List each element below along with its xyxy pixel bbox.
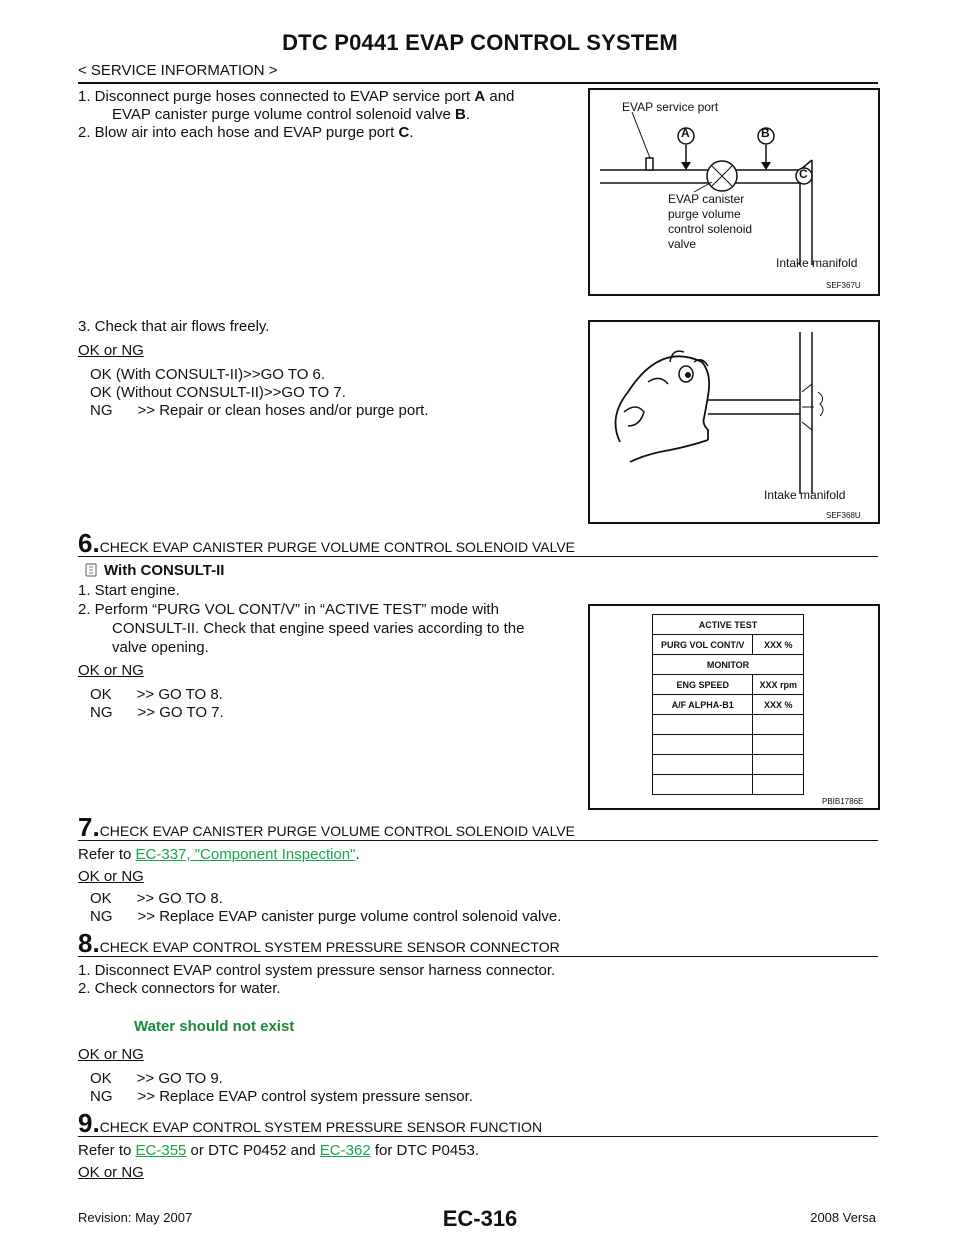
eng-speed-value: XXX rpm [753,675,804,695]
callout-a: A [681,126,690,140]
step-7-heading: 7.CHECK EVAP CANISTER PURGE VOLUME CONTROL SOLENOID VALVE [78,812,576,842]
ok-or-ng-label: OK or NG [78,868,144,885]
step-7-refer: Refer to EC-337, "Component Inspection". [78,846,360,863]
figure-evap-service-port [588,88,880,296]
model-year: 2008 Versa [810,1210,876,1225]
page-title: DTC P0441 EVAP CONTROL SYSTEM [282,30,678,55]
water-note: Water should not exist [134,1018,295,1035]
step-3-text: 3. Check that air flows freely. [78,318,270,335]
with-consult-label: With CONSULT-II [84,562,224,580]
af-alpha-value: XXX % [753,695,804,715]
ec-355-link[interactable]: EC-355 [135,1142,187,1159]
ok-or-ng-label: OK or NG [78,662,144,679]
active-test-table [652,614,804,795]
step-9-refer: Refer to EC-355 or DTC P0452 and EC-362 for DTC P0453. [78,1142,480,1159]
step-6-heading: 6.CHECK EVAP CANISTER PURGE VOLUME CONTROL SOLENOID VALVE [78,528,576,558]
empty-cell [653,755,753,775]
intake-manifold-label: Intake manifold [764,488,846,502]
intake-manifold-label: Intake manifold [776,256,858,270]
step-9-heading: 9.CHECK EVAP CONTROL SYSTEM PRESSURE SENSOR FUNCTION [78,1108,543,1138]
empty-cell [753,775,804,795]
empty-cell [753,735,804,755]
purg-vol-value: XXX % [753,635,804,655]
ok-or-ng-label: OK or NG [78,342,144,359]
step-2-text: 2. Blow air into each hose and EVAP purge port C. [78,124,414,141]
ok-or-ng-label: OK or NG [78,1046,144,1063]
monitor-header: MONITOR [653,655,804,675]
step-6-line-1: 1. Start engine. [78,582,180,599]
revision-date: Revision: May 2007 [78,1210,193,1225]
figure-code: PBIB1786E [822,797,864,806]
figure-code: SEF367U [826,281,861,290]
evap-service-port-label: EVAP service port [622,100,719,114]
result-ng: NG >> Repair or clean hoses and/or purge port. [90,402,429,419]
figure-blow-air [588,320,880,524]
step-6-ng: NG >> GO TO 7. [90,704,224,721]
header-divider [78,82,878,84]
af-alpha-label: A/F ALPHA-B1 [653,695,753,715]
figure-code: SEF368U [826,511,861,520]
step-8-rule [78,956,878,957]
step-8-ng: NG >> Replace EVAP control system pressure sensor. [90,1088,473,1105]
canister-valve-label: EVAP canister purge volume control solenoid valve [668,192,753,251]
empty-cell [753,715,804,735]
step-6-rule [78,556,878,557]
step-8-ok: OK >> GO TO 9. [90,1070,223,1087]
eng-speed-label: ENG SPEED [653,675,753,695]
step-8-heading: 8.CHECK EVAP CONTROL SYSTEM PRESSURE SENSOR CONNECTOR [78,928,560,958]
consult-tool-icon [84,563,98,577]
ec-362-link[interactable]: EC-362 [319,1142,371,1159]
result-ok-no-consult: OK (Without CONSULT-II)>>GO TO 7. [90,384,346,401]
page-number: EC-316 [442,1206,518,1231]
empty-cell [653,715,753,735]
step-6-line-2: 2. Perform “PURG VOL CONT/V” in “ACTIVE TEST” mode with CONSULT-II. Check that engine speed varies according to the valve opening. [78,601,525,656]
callout-b: B [761,126,770,140]
empty-cell [753,755,804,775]
component-inspection-link[interactable]: EC-337, "Component Inspection" [135,846,356,863]
step-1-text: 1. Disconnect purge hoses connected to EVAP service port A and EVAP canister purge volume control solenoid valve B. [78,88,515,123]
step-9-rule [78,1136,878,1137]
step-8-line-1: 1. Disconnect EVAP control system pressure sensor harness connector. [78,962,556,979]
step-8-line-2: 2. Check connectors for water. [78,980,281,997]
ok-or-ng-label: OK or NG [78,1164,144,1181]
step-7-rule [78,840,878,841]
step-7-ng: NG >> Replace EVAP canister purge volume control solenoid valve. [90,908,562,925]
breadcrumb: < SERVICE INFORMATION > [78,62,278,79]
active-test-header: ACTIVE TEST [653,615,804,635]
empty-cell [653,775,753,795]
callout-c: C [799,167,808,181]
step-6-ok: OK >> GO TO 8. [90,686,223,703]
empty-cell [653,735,753,755]
purg-vol-label: PURG VOL CONT/V [653,635,753,655]
figure-active-test-screen [588,604,880,810]
step-7-ok: OK >> GO TO 8. [90,890,223,907]
result-ok-consult: OK (With CONSULT-II)>>GO TO 6. [90,366,326,383]
